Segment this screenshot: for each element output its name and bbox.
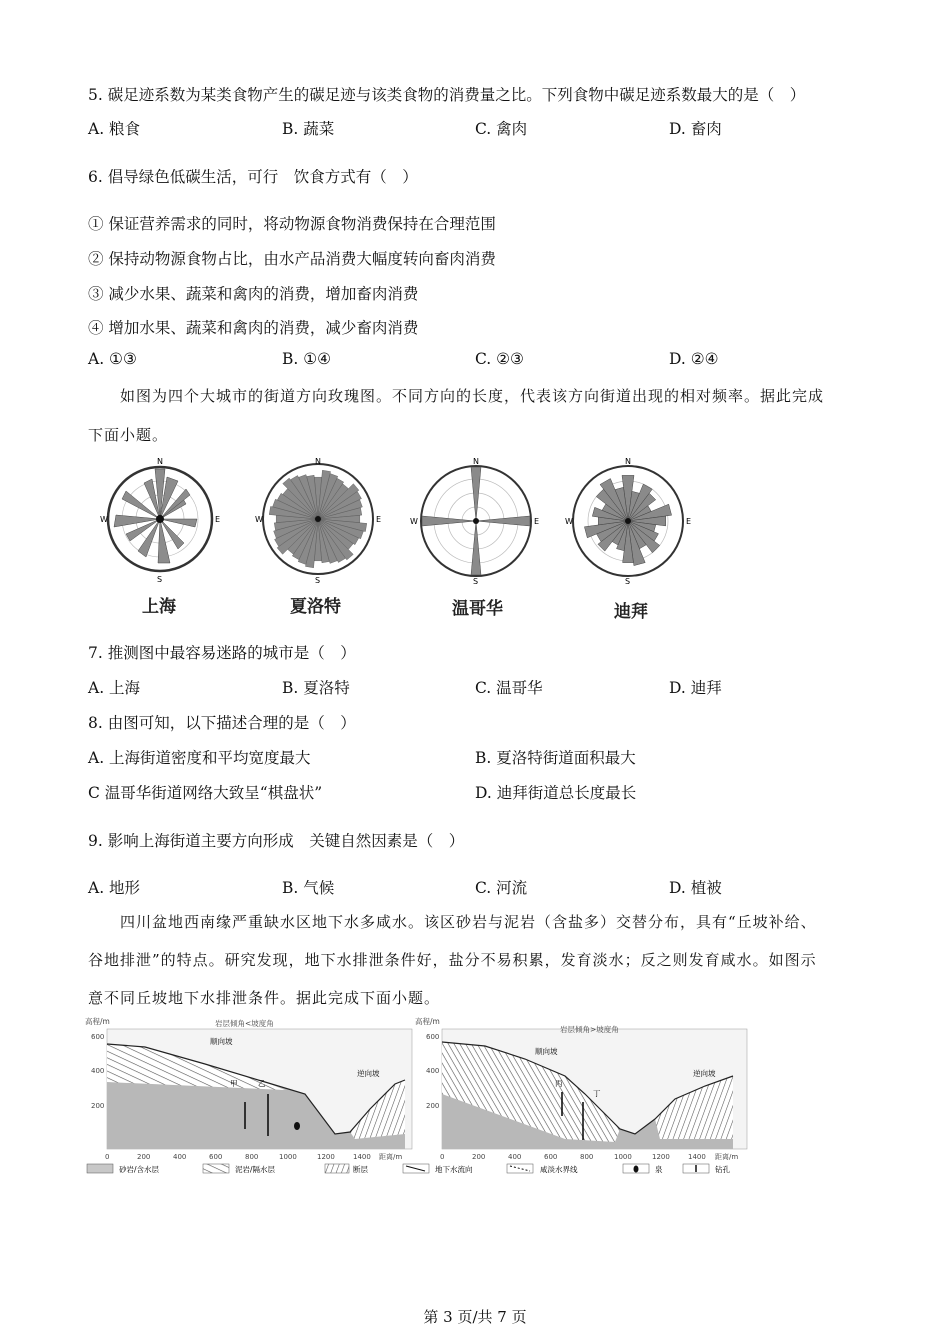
q6-option-c: C. ②③ bbox=[475, 350, 524, 368]
right-label-anti: 逆向坡 bbox=[693, 1069, 716, 1078]
legend-flow: 地下水流向 bbox=[435, 1165, 473, 1174]
right-xtick: 1200 bbox=[652, 1153, 670, 1161]
profile-left bbox=[85, 1016, 412, 1161]
rose-charlotte-svg bbox=[255, 455, 385, 585]
right-xtick: 1000 bbox=[614, 1153, 632, 1161]
right-ytick: 600 bbox=[426, 1033, 440, 1041]
rose-dubai-w: W bbox=[565, 517, 573, 526]
rose-vancouver-s: S bbox=[473, 577, 479, 585]
right-xtick: 0 bbox=[440, 1153, 445, 1161]
q5-stem: 5. 碳足迹系数为某类食物产生的碳足迹与该类食物的消费量之比。下列食物中碳足迹系数最大的是（ ） bbox=[88, 86, 806, 104]
rose-shanghai-n: N bbox=[157, 457, 163, 466]
q7-stem: 7. 推测图中最容易迷路的城市是（ ） bbox=[88, 644, 356, 662]
legend-spring: 泉 bbox=[655, 1165, 663, 1174]
q6-item-1: ① 保证营养需求的同时，将动物源食物消费保持在合理范围 bbox=[88, 215, 496, 233]
left-ytick: 200 bbox=[91, 1102, 105, 1110]
right-label-b: 丁 bbox=[593, 1089, 601, 1098]
profile-legend bbox=[87, 1164, 730, 1174]
rose-dubai-s: S bbox=[625, 577, 631, 585]
rose-charlotte-w: W bbox=[255, 515, 263, 524]
q6-option-a: A. ①③ bbox=[88, 350, 137, 368]
left-label-a: 甲 bbox=[230, 1079, 238, 1088]
q9-stem: 9. 影响上海街道主要方向形成 关键自然因素是（ ） bbox=[88, 832, 465, 850]
q6-item-2: ② 保持动物源食物占比，由水产品消费大幅度转向畜肉消费 bbox=[88, 250, 496, 268]
left-xtick: 1400 bbox=[353, 1153, 371, 1161]
left-label-anti: 逆向坡 bbox=[357, 1069, 380, 1078]
left-xtick: 0 bbox=[105, 1153, 110, 1161]
q8-option-d: D. 迪拜街道总长度最长 bbox=[475, 784, 637, 802]
q6-option-b: B. ①④ bbox=[282, 350, 332, 368]
left-xlabel: 距离/m bbox=[379, 1153, 403, 1161]
q8-stem: 8. 由图可知，以下描述合理的是（ ） bbox=[88, 714, 356, 732]
rose-charlotte-e: E bbox=[376, 515, 382, 524]
left-label-dip: 顺向坡 bbox=[210, 1037, 233, 1046]
q5-option-d: D. 畜肉 bbox=[669, 120, 722, 138]
profile-right bbox=[415, 1016, 747, 1161]
passage2-line1: 四川盆地西南缘严重缺水区地下水多咸水。该区砂岩与泥岩（含盐多）交替分布，具有“丘坡补给、 bbox=[120, 913, 817, 931]
rose-dubai-svg bbox=[565, 455, 695, 585]
rose-shanghai bbox=[100, 455, 225, 589]
q8-option-b: B. 夏洛特街道面积最大 bbox=[475, 749, 636, 767]
q6-option-d: D. ②④ bbox=[669, 350, 719, 368]
legend-borehole: 钻孔 bbox=[715, 1165, 730, 1174]
passage1-line1: 如图为四个大城市的街道方向玫瑰图。不同方向的长度，代表该方向街道出现的相对频率。据此完成 bbox=[120, 387, 825, 405]
rose-vancouver-e: E bbox=[534, 517, 540, 526]
rose-dubai-n: N bbox=[625, 457, 631, 466]
right-xtick: 400 bbox=[508, 1153, 522, 1161]
q7-option-b: B. 夏洛特 bbox=[282, 679, 350, 697]
passage2-line2: 谷地排泄”的特点。研究发现，地下水排泄条件好，盐分不易积累，发育淡水；反之则发育咸水。如图示 bbox=[88, 951, 817, 969]
rose-charlotte-s: S bbox=[315, 576, 321, 585]
left-ylabel: 高程/m bbox=[85, 1017, 110, 1026]
q5-option-a: A. 粮食 bbox=[88, 120, 141, 138]
passage2-line3: 意不同丘坡地下水排泄条件。据此完成下面小题。 bbox=[88, 989, 441, 1007]
q9-option-b: B. 气候 bbox=[282, 879, 335, 897]
q9-option-a: A. 地形 bbox=[88, 879, 141, 897]
legend-mudstone: 泥岩/隔水层 bbox=[235, 1165, 276, 1174]
right-ylabel: 高程/m bbox=[415, 1017, 440, 1026]
left-label-b: 乙 bbox=[258, 1079, 266, 1088]
rose-dubai bbox=[565, 455, 695, 589]
q7-option-c: C. 温哥华 bbox=[475, 679, 543, 697]
rose-label-dubai: 迪拜 bbox=[614, 602, 648, 622]
right-label-a: 丙 bbox=[555, 1079, 563, 1088]
left-xtick: 600 bbox=[209, 1153, 223, 1161]
left-xtick: 1000 bbox=[279, 1153, 297, 1161]
left-xtick: 200 bbox=[137, 1153, 151, 1161]
q9-option-d: D. 植被 bbox=[669, 879, 722, 897]
rose-shanghai-s: S bbox=[157, 575, 163, 584]
q6-item-4: ④ 增加水果、蔬菜和禽肉的消费，减少畜肉消费 bbox=[88, 319, 419, 337]
rose-label-vancouver: 温哥华 bbox=[452, 599, 503, 619]
right-ytick: 200 bbox=[426, 1102, 440, 1110]
right-ytick: 400 bbox=[426, 1067, 440, 1075]
rose-shanghai-w: W bbox=[100, 515, 108, 524]
rose-vancouver bbox=[410, 455, 545, 589]
legend-fault: 断层 bbox=[353, 1165, 368, 1174]
passage1-line2: 下面小题。 bbox=[88, 426, 169, 444]
left-title: 岩层倾角<坡度角 bbox=[215, 1019, 274, 1028]
rose-shanghai-e: E bbox=[215, 515, 221, 524]
left-ytick: 400 bbox=[91, 1067, 105, 1075]
q8-option-c: C 温哥华街道网络大致呈“棋盘状” bbox=[88, 784, 323, 802]
q9-option-c: C. 河流 bbox=[475, 879, 528, 897]
rose-charlotte-n: N bbox=[315, 457, 321, 466]
right-xtick: 600 bbox=[544, 1153, 558, 1161]
q6-item-3: ③ 减少水果、蔬菜和禽肉的消费，增加畜肉消费 bbox=[88, 285, 419, 303]
right-label-dip: 顺向坡 bbox=[535, 1047, 558, 1056]
q8-option-a: A. 上海街道密度和平均宽度最大 bbox=[88, 749, 311, 767]
q5-option-b: B. 蔬菜 bbox=[282, 120, 335, 138]
legend-sandstone: 砂岩/含水层 bbox=[119, 1165, 160, 1174]
slope-profile-figure bbox=[85, 1014, 765, 1180]
left-ytick: 600 bbox=[91, 1033, 105, 1041]
left-xtick: 800 bbox=[245, 1153, 259, 1161]
left-xtick: 400 bbox=[173, 1153, 187, 1161]
rose-label-charlotte: 夏洛特 bbox=[290, 597, 341, 617]
rose-vancouver-n: N bbox=[473, 457, 479, 466]
rose-label-shanghai: 上海 bbox=[142, 597, 176, 617]
right-title: 岩层倾角>坡度角 bbox=[560, 1025, 619, 1034]
rose-vancouver-svg bbox=[410, 455, 545, 585]
legend-boundary: 咸淡水界线 bbox=[540, 1165, 578, 1174]
q7-option-a: A. 上海 bbox=[88, 679, 141, 697]
rose-shanghai-svg bbox=[100, 455, 225, 585]
right-xlabel: 距离/m bbox=[715, 1153, 739, 1161]
q7-option-d: D. 迪拜 bbox=[669, 679, 722, 697]
page-footer: 第 3 页/共 7 页 bbox=[423, 1308, 527, 1326]
right-xtick: 1400 bbox=[688, 1153, 706, 1161]
q6-stem: 6. 倡导绿色低碳生活，可行 饮食方式有（ ） bbox=[88, 168, 418, 186]
right-xtick: 800 bbox=[580, 1153, 594, 1161]
left-xtick: 1200 bbox=[317, 1153, 335, 1161]
rose-charlotte bbox=[255, 455, 385, 589]
right-xtick: 200 bbox=[472, 1153, 486, 1161]
rose-vancouver-w: W bbox=[410, 517, 418, 526]
rose-dubai-e: E bbox=[686, 517, 692, 526]
q5-option-c: C. 禽肉 bbox=[475, 120, 528, 138]
